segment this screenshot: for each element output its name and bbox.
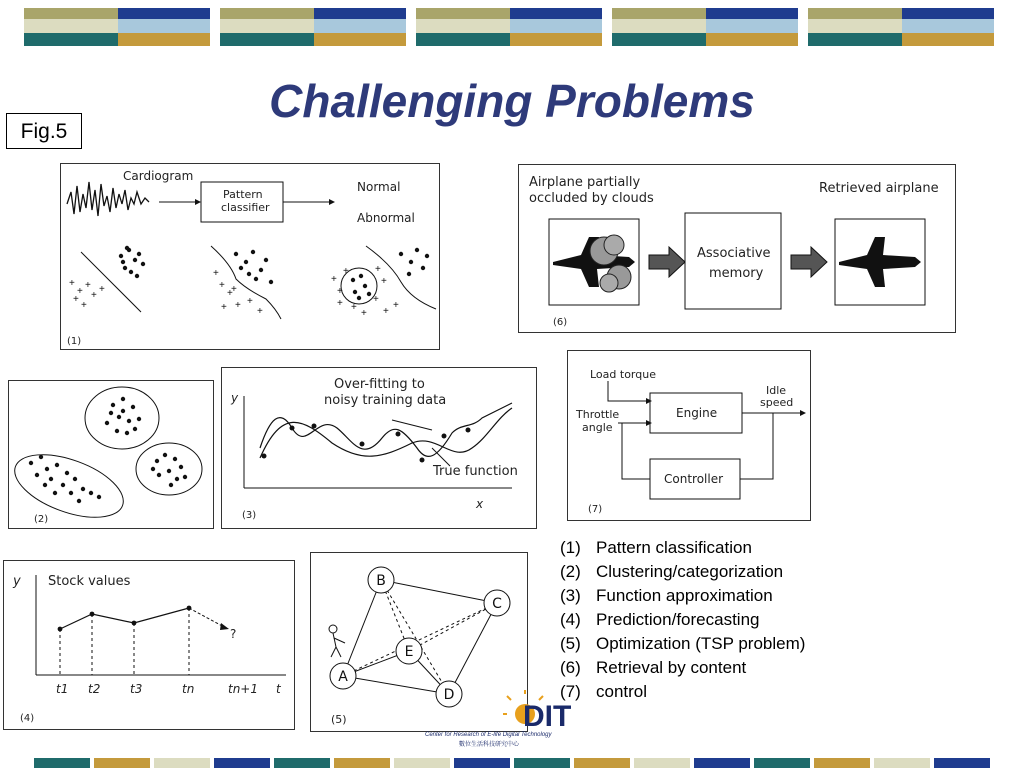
tick-t: t	[276, 682, 281, 696]
data-plus: +	[337, 286, 343, 297]
tsp-node-label: E	[404, 644, 414, 660]
data-dot	[65, 471, 69, 475]
scatter-3-plus	[331, 264, 399, 319]
data-dot	[425, 254, 429, 258]
slide-title: Challenging Problems	[269, 75, 755, 127]
list-item-text: Prediction/forecasting	[596, 610, 760, 629]
data-dot	[125, 431, 129, 435]
list-item-number: (2)	[560, 562, 581, 581]
bottom-band-segment	[634, 758, 690, 768]
list-item-text: Retrieval by content	[596, 658, 747, 677]
top-band-block	[416, 8, 602, 46]
true-function-label: True function	[433, 464, 518, 479]
data-dot	[396, 432, 401, 437]
data-dot	[359, 274, 363, 278]
scatter-3-dots	[351, 248, 429, 300]
data-dot	[58, 627, 63, 632]
data-dot	[251, 250, 255, 254]
list-item	[560, 608, 805, 632]
bottom-band-segment	[454, 758, 510, 768]
data-dot	[239, 266, 243, 270]
data-dot	[407, 272, 411, 276]
data-plus: +	[383, 306, 389, 317]
scatter-1-plus	[69, 278, 105, 311]
data-dot	[69, 491, 73, 495]
data-dot	[132, 621, 137, 626]
data-plus: +	[227, 288, 233, 299]
list-item-text: Pattern classification	[596, 538, 752, 557]
data-dot	[53, 491, 57, 495]
data-plus: +	[231, 284, 237, 295]
list-item-number: (1)	[560, 538, 581, 557]
list-item	[560, 560, 805, 584]
data-plus: +	[213, 268, 219, 279]
logo-caption-en: Center for Research of E-life Digital Technology	[425, 732, 552, 738]
data-dot	[155, 459, 159, 463]
panel-control	[567, 350, 811, 521]
salesman-icon	[329, 625, 345, 657]
data-dot	[133, 427, 137, 431]
panel-clustering	[8, 380, 214, 529]
data-dot	[367, 292, 371, 296]
data-dot	[105, 421, 109, 425]
data-dot	[117, 415, 121, 419]
data-dot	[137, 252, 141, 256]
data-dot	[115, 429, 119, 433]
data-dot	[49, 477, 53, 481]
tsp-node-label: A	[338, 669, 348, 685]
data-dot	[43, 483, 47, 487]
tick-t1: t1	[56, 682, 69, 696]
data-dot	[129, 270, 133, 274]
data-plus: +	[221, 302, 227, 313]
top-band-block	[220, 8, 406, 46]
data-dot	[247, 272, 251, 276]
panel-pattern-classification	[60, 163, 440, 350]
controller-label: Controller	[664, 472, 724, 486]
list-item	[560, 632, 805, 656]
classifier-label-2: classifier	[221, 201, 270, 214]
memory-label-2: memory	[709, 266, 764, 281]
data-dot	[244, 260, 248, 264]
data-plus: +	[351, 302, 357, 313]
cluster-dots	[29, 397, 187, 503]
data-dot	[415, 248, 419, 252]
data-dot	[173, 457, 177, 461]
throttle-label-2: angle	[582, 421, 613, 434]
load-torque-label: Load torque	[590, 368, 656, 381]
data-dot	[55, 463, 59, 467]
panel-2-tag: (2)	[34, 514, 49, 525]
right-arrow-icon	[791, 247, 827, 277]
data-plus: +	[219, 280, 225, 291]
data-dot	[259, 268, 263, 272]
data-plus: +	[337, 298, 343, 309]
data-plus: +	[99, 284, 105, 295]
data-dot	[264, 258, 268, 262]
panel-5-tag: (5)	[331, 713, 347, 726]
bottom-band-segment	[694, 758, 750, 768]
occluded-label-1: Airplane partially	[529, 175, 641, 190]
data-dot	[351, 278, 355, 282]
data-dot	[89, 491, 93, 495]
scatter-1-dots	[119, 246, 145, 278]
data-dot	[111, 403, 115, 407]
bottom-band-segment	[274, 758, 330, 768]
tick-tn1: tn+1	[228, 682, 258, 696]
problem-list	[560, 536, 805, 704]
scatter-2-plus	[213, 268, 263, 317]
bottom-band-segment	[874, 758, 930, 768]
data-dot	[420, 458, 425, 463]
panel-prediction	[3, 560, 295, 730]
idle-label-2: speed	[760, 396, 794, 409]
data-dot	[167, 469, 171, 473]
bottom-band-segment	[394, 758, 450, 768]
data-dot	[363, 284, 367, 288]
data-dot	[39, 455, 43, 459]
engine-label: Engine	[676, 406, 718, 420]
bottom-band-segment	[574, 758, 630, 768]
data-dot	[141, 262, 145, 266]
tick-t3: t3	[130, 682, 143, 696]
list-item	[560, 680, 805, 704]
data-plus: +	[373, 294, 379, 305]
data-dot	[81, 487, 85, 491]
bottom-band-segment	[814, 758, 870, 768]
data-dot	[187, 606, 192, 611]
normal-label: Normal	[357, 180, 401, 194]
data-dot	[125, 246, 129, 250]
data-plus: +	[69, 278, 75, 289]
list-item	[560, 536, 805, 560]
bottom-band-segment	[934, 758, 990, 768]
data-plus: +	[375, 264, 381, 275]
data-dot	[269, 280, 273, 284]
data-plus: +	[331, 274, 337, 285]
data-dot	[151, 467, 155, 471]
data-dot	[29, 461, 33, 465]
idle-label-1: Idle	[766, 384, 787, 397]
data-dot	[135, 274, 139, 278]
bottom-band-segment	[214, 758, 270, 768]
cardiogram-label: Cardiogram	[123, 169, 194, 183]
panel-7-tag: (7)	[588, 504, 603, 515]
throttle-label-1: Throttle	[576, 408, 620, 421]
list-item	[560, 656, 805, 680]
data-plus: +	[361, 308, 367, 319]
data-dot	[357, 296, 361, 300]
stock-line	[60, 608, 189, 629]
data-dot	[399, 252, 403, 256]
data-dot	[262, 454, 267, 459]
data-dot	[312, 424, 317, 429]
data-plus: +	[393, 300, 399, 311]
list-item-text: Optimization (TSP problem)	[596, 634, 806, 653]
y-axis-label: y	[13, 574, 21, 589]
data-dot	[127, 419, 131, 423]
list-item-number: (7)	[560, 682, 581, 701]
data-dot	[35, 473, 39, 477]
data-dot	[119, 254, 123, 258]
data-plus: +	[91, 290, 97, 301]
data-plus: +	[85, 280, 91, 291]
logo	[425, 690, 585, 752]
data-dot	[77, 499, 81, 503]
panel-function-approximation	[221, 367, 537, 529]
data-dot	[73, 477, 77, 481]
data-dot	[234, 252, 238, 256]
classifier-label-1: Pattern	[223, 188, 263, 201]
tick-t2: t2	[88, 682, 101, 696]
list-item-number: (6)	[560, 658, 581, 677]
data-dot	[353, 290, 357, 294]
bottom-band-segment	[754, 758, 810, 768]
data-plus: +	[257, 306, 263, 317]
list-item-text: Function approximation	[596, 586, 773, 605]
data-dot	[466, 428, 471, 433]
panel-1-tag: (1)	[67, 336, 82, 347]
overfit-note-1: Over-fitting to	[334, 377, 425, 392]
data-plus: +	[73, 294, 79, 305]
logo-caption-zh: 數位生活科技研究中心	[459, 741, 520, 748]
data-dot	[157, 473, 161, 477]
list-item-number: (3)	[560, 586, 581, 605]
tsp-edges	[343, 580, 497, 694]
bottom-band-segment	[34, 758, 90, 768]
list-item-text: control	[596, 682, 648, 701]
data-dot	[179, 465, 183, 469]
data-dot	[137, 417, 141, 421]
data-dot	[121, 397, 125, 401]
memory-label-1: Associative	[697, 246, 771, 261]
data-dot	[97, 495, 101, 499]
panel-3-tag: (3)	[242, 510, 257, 521]
retrieved-label: Retrieved airplane	[819, 181, 939, 196]
tsp-node-label: C	[492, 596, 502, 612]
data-dot	[175, 477, 179, 481]
tsp-node-label: B	[376, 573, 386, 589]
occluded-label-2: occluded by clouds	[529, 191, 654, 206]
logo-text: DIT	[523, 700, 572, 733]
data-dot	[360, 442, 365, 447]
bottom-band-segment	[514, 758, 570, 768]
overfit-curve	[260, 403, 512, 456]
data-dot	[163, 453, 167, 457]
data-dot	[121, 260, 125, 264]
panel-6-tag: (6)	[553, 317, 568, 328]
bottom-band-segment	[94, 758, 150, 768]
abnormal-label: Abnormal	[357, 211, 415, 225]
data-plus: +	[235, 300, 241, 311]
query-mark: ?	[230, 627, 237, 641]
data-dot	[290, 426, 295, 431]
tsp-node-label: D	[443, 687, 455, 703]
data-dot	[109, 411, 113, 415]
figure-label: Fig.5	[6, 113, 82, 149]
data-dot	[123, 266, 127, 270]
top-band-block	[808, 8, 994, 46]
overfit-note-2: noisy training data	[324, 393, 447, 408]
list-item-number: (5)	[560, 634, 581, 653]
stock-values-label: Stock values	[48, 574, 131, 589]
y-axis-label: y	[231, 391, 239, 405]
data-dot	[90, 612, 95, 617]
data-dot	[169, 483, 173, 487]
list-item-text: Clustering/categorization	[596, 562, 784, 581]
tick-tn: tn	[182, 682, 195, 696]
data-plus: +	[343, 266, 349, 277]
time-dropdown-lines	[58, 606, 192, 675]
top-band-block	[24, 8, 210, 46]
data-dot	[45, 467, 49, 471]
data-plus: +	[81, 300, 87, 311]
panel-4-tag: (4)	[20, 713, 35, 724]
scatter-2-dots	[234, 250, 273, 284]
bottom-band-segment	[154, 758, 210, 768]
data-dot	[421, 266, 425, 270]
data-plus: +	[77, 286, 83, 297]
cardiogram-signal	[67, 182, 149, 216]
panel-retrieval-by-content	[518, 164, 956, 333]
data-dot	[133, 258, 137, 262]
list-item-number: (4)	[560, 610, 581, 629]
data-plus: +	[247, 296, 253, 307]
data-plus: +	[381, 276, 387, 287]
top-band-block	[612, 8, 798, 46]
data-dot	[442, 434, 447, 439]
right-arrow-icon	[649, 247, 685, 277]
data-dot	[409, 260, 413, 264]
data-dot	[254, 277, 258, 281]
data-dot	[61, 483, 65, 487]
x-axis-label: x	[476, 497, 484, 511]
data-dot	[121, 409, 125, 413]
bottom-band-segment	[334, 758, 390, 768]
data-dot	[183, 475, 187, 479]
list-item	[560, 584, 805, 608]
data-dot	[131, 405, 135, 409]
